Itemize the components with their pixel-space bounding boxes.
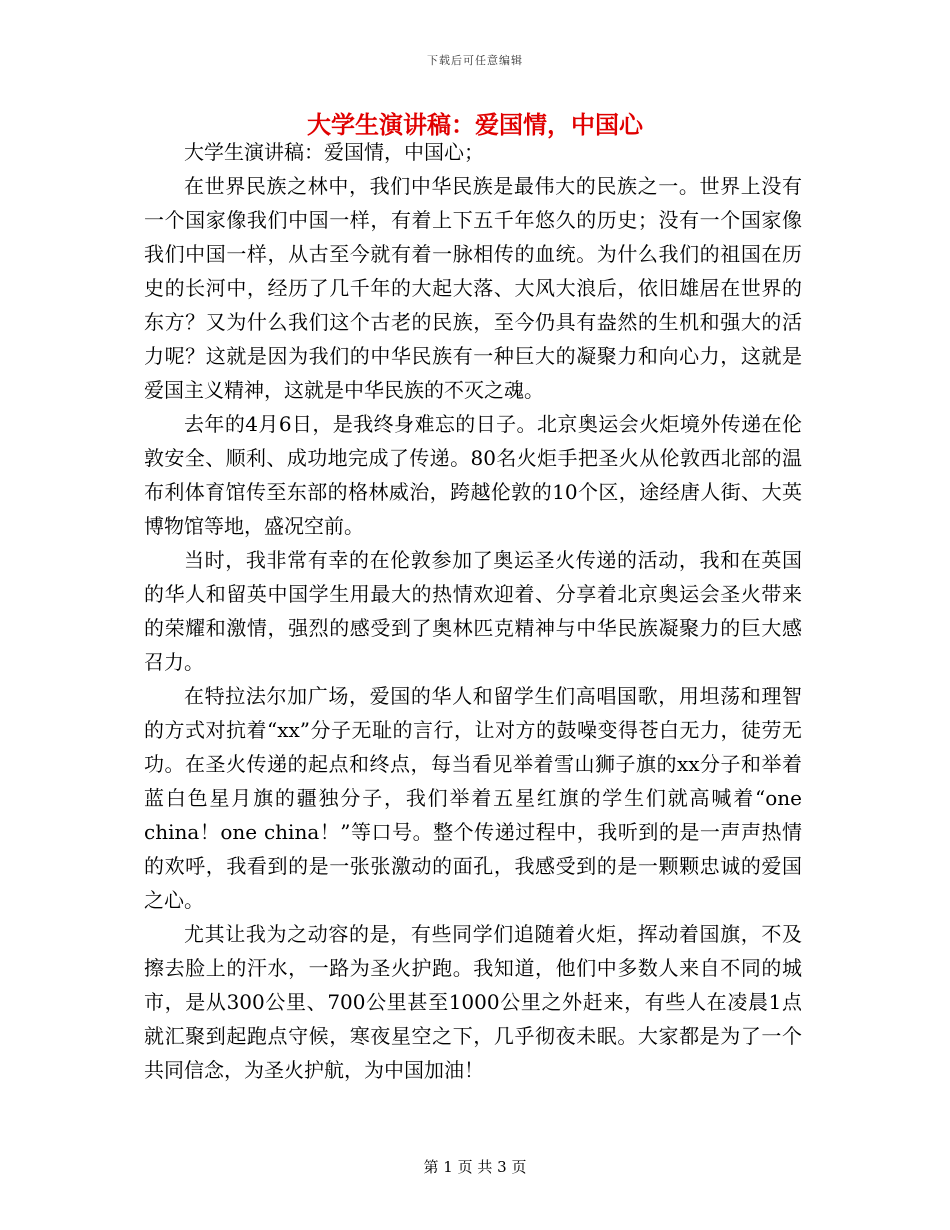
page-footer [0, 1156, 950, 1177]
paragraph-subtitle: 大学生演讲稿：爱国情，中国心； [184, 140, 484, 164]
page-number-label: 第 1 页 共 3 页 [423, 1158, 527, 1176]
document-title: 大学生演讲稿：爱国情，中国心 [307, 110, 643, 139]
paragraph: 当时，我非常有幸的在伦敦参加了奥运圣火传递的活动，我和在英国的华人和留英中国学生用最大的热情欢迎着、分享着北京奥运会圣火带来的荣耀和激情，强烈的感受到了奥林匹克精神与中华民族凝聚力的巨大感召力。 [144, 548, 802, 674]
paragraph: 去年的4月6日，是我终身难忘的日子。北京奥运会火炬境外传递在伦敦安全、顺利、成功地完成了传递。80名火炬手把圣火从伦敦西北部的温布利体育馆传至东部的格林威治，跨越伦敦的10个区，途经唐人街、大英博物馆等地，盛况空前。 [144, 412, 802, 538]
page-header-note: 下载后可任意编辑 [427, 54, 523, 67]
paragraph: 在世界民族之林中，我们中华民族是最伟大的民族之一。世界上没有一个国家像我们中国一样，有着上下五千年悠久的历史；没有一个国家像我们中国一样，从古至今就有着一脉相传的血统。为什么我们的祖国在历史的长河中，经历了几千年的大起大落、大风大浪后，依旧雄居在世界的东方？又为什么我们这个古老的民族，至今仍具有盎然的生机和强大的活力呢？这就是因为我们的中华民族有一种巨大的凝聚力和向心力，这就是爱国主义精神，这就是中华民族的不灭之魂。 [144, 174, 802, 402]
document-body [144, 135, 802, 1087]
paragraph: 在特拉法尔加广场，爱国的华人和留学生们高唱国歌，用坦荡和理智的方式对抗着“xx”分子无耻的言行，让对方的鼓噪变得苍白无力，徒劳无功。在圣火传递的起点和终点，每当看见举着雪山狮子旗的xx分子和举着蓝白色星月旗的疆独分子，我们举着五星红旗的学生们就高喊着“one china！one china！”等口号。整个传递过程中，我听到的是一声声热情的欢呼，我看到的是一张张激动的面孔，我感受到的是一颗颗忠诚的爱国之心。 [144, 684, 802, 912]
paragraph: 尤其让我为之动容的是，有些同学们追随着火炬，挥动着国旗，不及擦去脸上的汗水，一路为圣火护跑。我知道，他们中多数人来自不同的城市，是从300公里、700公里甚至1000公里之外赶来，有些人在凌晨1点就汇聚到起跑点守候，寒夜星空之下，几乎彻夜未眠。大家都是为了一个共同信念，为圣火护航，为中国加油！ [144, 922, 802, 1082]
